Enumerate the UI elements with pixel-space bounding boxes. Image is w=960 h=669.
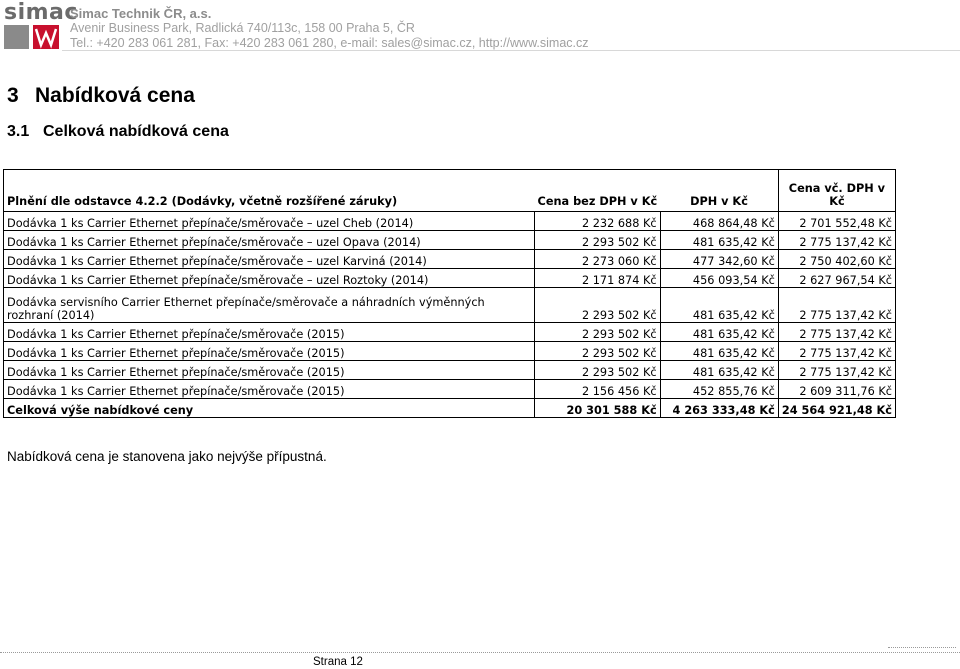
logo-red-block bbox=[33, 25, 59, 49]
row-total: 2 775 137,42 Kč bbox=[778, 342, 895, 361]
row-vat: 481 635,42 Kč bbox=[660, 342, 778, 361]
row-total: 2 609 311,76 Kč bbox=[778, 380, 895, 399]
company-name: Simac Technik ČR, a.s. bbox=[70, 6, 212, 21]
total-description: Celková výše nabídkové ceny bbox=[4, 399, 535, 418]
header-price-with-vat: Cena vč. DPH v Kč bbox=[778, 170, 895, 212]
row-price-base: 2 293 502 Kč bbox=[535, 288, 661, 323]
footer-divider-short bbox=[888, 647, 956, 648]
logo-wave-icon bbox=[33, 25, 59, 49]
row-total: 2 701 552,48 Kč bbox=[778, 212, 895, 231]
company-logo-text: simac bbox=[4, 0, 78, 25]
row-description: Dodávka 1 ks Carrier Ethernet přepínače/směrovače (2015) bbox=[4, 361, 535, 380]
row-price-base: 2 171 874 Kč bbox=[535, 269, 661, 288]
subsection-heading bbox=[7, 123, 229, 141]
table-row bbox=[4, 380, 896, 399]
table-total-row bbox=[4, 399, 896, 418]
row-vat: 481 635,42 Kč bbox=[660, 361, 778, 380]
price-table bbox=[3, 169, 896, 418]
row-price-base: 2 232 688 Kč bbox=[535, 212, 661, 231]
table-row bbox=[4, 288, 896, 323]
section-heading bbox=[7, 84, 195, 108]
page-header bbox=[0, 0, 960, 52]
row-description: Dodávka 1 ks Carrier Ethernet přepínače/směrovače (2015) bbox=[4, 323, 535, 342]
header-price-without-vat: Cena bez DPH v Kč bbox=[535, 170, 661, 212]
footer-divider bbox=[0, 652, 960, 653]
row-vat: 481 635,42 Kč bbox=[660, 288, 778, 323]
row-vat: 452 855,76 Kč bbox=[660, 380, 778, 399]
company-contact: Tel.: +420 283 061 281, Fax: +420 283 061 280, e-mail: sales@simac.cz, http://www.simac.cz bbox=[70, 36, 589, 50]
total-price-base: 20 301 588 Kč bbox=[535, 399, 661, 418]
row-total: 2 775 137,42 Kč bbox=[778, 323, 895, 342]
row-vat: 456 093,54 Kč bbox=[660, 269, 778, 288]
row-description: Dodávka 1 ks Carrier Ethernet přepínače/směrovače (2015) bbox=[4, 380, 535, 399]
row-vat: 477 342,60 Kč bbox=[660, 250, 778, 269]
row-price-base: 2 156 456 Kč bbox=[535, 380, 661, 399]
row-price-base: 2 273 060 Kč bbox=[535, 250, 661, 269]
row-description: Dodávka 1 ks Carrier Ethernet přepínače/směrovače – uzel Karviná (2014) bbox=[4, 250, 535, 269]
table-row bbox=[4, 231, 896, 250]
row-total: 2 775 137,42 Kč bbox=[778, 231, 895, 250]
header-description: Plnění dle odstavce 4.2.2 (Dodávky, včetně rozšířené záruky) bbox=[4, 170, 535, 212]
row-vat: 468 864,48 Kč bbox=[660, 212, 778, 231]
row-price-base: 2 293 502 Kč bbox=[535, 342, 661, 361]
header-divider bbox=[62, 50, 960, 51]
subsection-title: Celková nabídková cena bbox=[43, 123, 229, 140]
section-number: 3 bbox=[7, 84, 19, 107]
row-price-base: 2 293 502 Kč bbox=[535, 231, 661, 250]
table-row bbox=[4, 212, 896, 231]
table-row bbox=[4, 361, 896, 380]
price-note: Nabídková cena je stanovena jako nejvýše přípustná. bbox=[7, 449, 327, 464]
row-total: 2 775 137,42 Kč bbox=[778, 361, 895, 380]
header-vat: DPH v Kč bbox=[660, 170, 778, 212]
subsection-number: 3.1 bbox=[7, 123, 30, 140]
row-description: Dodávka 1 ks Carrier Ethernet přepínače/směrovače – uzel Roztoky (2014) bbox=[4, 269, 535, 288]
table-header-row bbox=[4, 170, 896, 212]
row-description: Dodávka 1 ks Carrier Ethernet přepínače/směrovače – uzel Cheb (2014) bbox=[4, 212, 535, 231]
row-description: Dodávka 1 ks Carrier Ethernet přepínače/směrovače (2015) bbox=[4, 342, 535, 361]
row-total: 2 750 402,60 Kč bbox=[778, 250, 895, 269]
row-vat: 481 635,42 Kč bbox=[660, 323, 778, 342]
section-title: Nabídková cena bbox=[35, 84, 195, 107]
logo-gray-block bbox=[4, 25, 29, 49]
row-description: Dodávka servisního Carrier Ethernet přepínače/směrovače a náhradních výměnných rozhraní (2014) bbox=[4, 288, 535, 323]
row-description: Dodávka 1 ks Carrier Ethernet přepínače/směrovače – uzel Opava (2014) bbox=[4, 231, 535, 250]
row-total: 2 627 967,54 Kč bbox=[778, 269, 895, 288]
table-row bbox=[4, 250, 896, 269]
row-vat: 481 635,42 Kč bbox=[660, 231, 778, 250]
page-number: Strana 12 bbox=[313, 656, 363, 668]
table-row bbox=[4, 342, 896, 361]
total-vat: 4 263 333,48 Kč bbox=[660, 399, 778, 418]
total-price-with-vat: 24 564 921,48 Kč bbox=[778, 399, 895, 418]
row-price-base: 2 293 502 Kč bbox=[535, 361, 661, 380]
company-address: Avenir Business Park, Radlická 740/113c, 158 00 Praha 5, ČR bbox=[70, 21, 415, 35]
row-price-base: 2 293 502 Kč bbox=[535, 323, 661, 342]
row-total: 2 775 137,42 Kč bbox=[778, 288, 895, 323]
table-row bbox=[4, 323, 896, 342]
table-row bbox=[4, 269, 896, 288]
